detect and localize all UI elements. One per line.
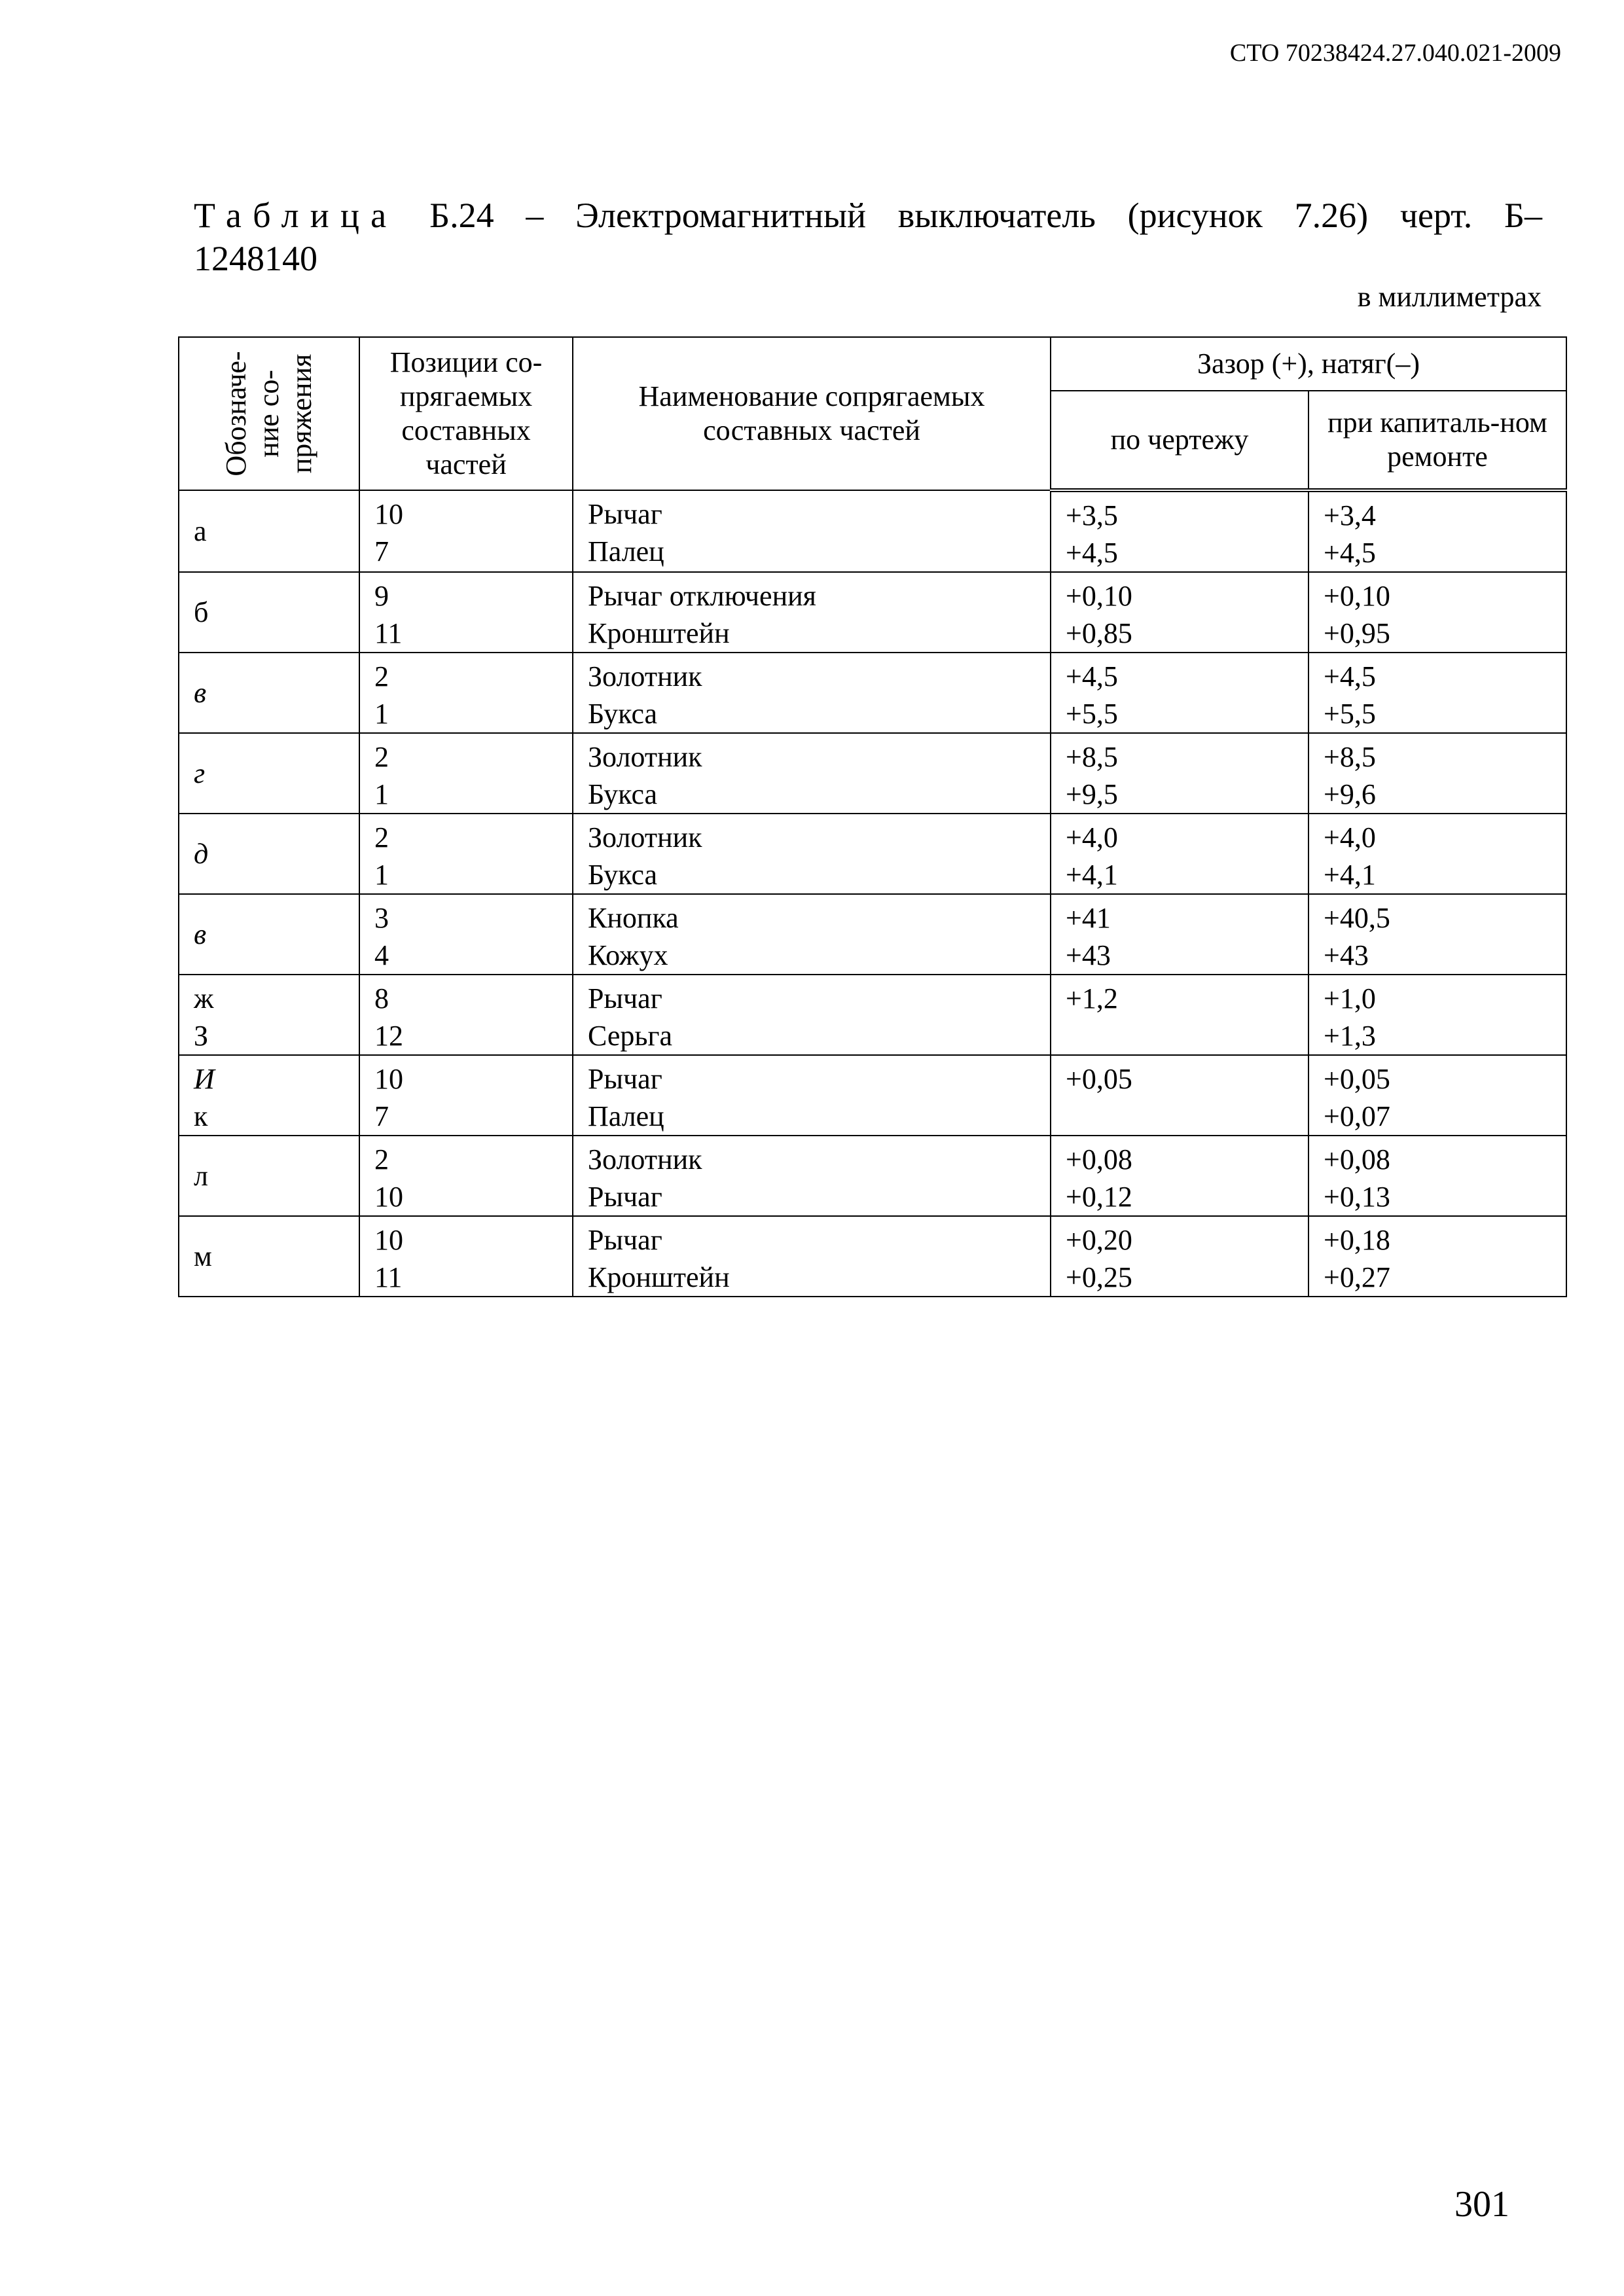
cell-name bbox=[573, 1055, 1051, 1136]
document-code: СТО 70238424.27.040.021-2009 bbox=[1229, 39, 1561, 67]
cell-position-line: 2 bbox=[374, 821, 389, 853]
header-code-line: Обозначе- bbox=[220, 351, 252, 476]
cell-code bbox=[179, 1055, 359, 1136]
cell-code: л bbox=[179, 1136, 359, 1216]
cell-name-line: Рычаг отключения bbox=[588, 580, 816, 612]
cell-at-overhaul-line: +5,5 bbox=[1324, 698, 1376, 730]
cell-at-overhaul-line: +40,5 bbox=[1324, 902, 1390, 934]
cell-name-line: Золотник bbox=[588, 660, 702, 692]
code-line: З bbox=[194, 1020, 209, 1052]
units-note: в миллиметрах bbox=[1357, 281, 1542, 313]
cell-by-drawing-line: +43 bbox=[1066, 939, 1111, 971]
cell-at-overhaul-line: +0,08 bbox=[1324, 1143, 1390, 1175]
cell-at-overhaul-line: +1,3 bbox=[1324, 1020, 1376, 1052]
cell-by-drawing bbox=[1051, 814, 1308, 894]
cell-position-line: 1 bbox=[374, 859, 389, 891]
cell-position-line: 2 bbox=[374, 1143, 389, 1175]
table-row bbox=[179, 1136, 1566, 1216]
cell-position bbox=[359, 1136, 573, 1216]
cell-name bbox=[573, 490, 1051, 572]
cell-name bbox=[573, 814, 1051, 894]
cell-at-overhaul-line: +0,27 bbox=[1324, 1261, 1390, 1293]
header-code bbox=[179, 337, 359, 490]
cell-code: в bbox=[179, 653, 359, 733]
header-positions: Позиции со-прягаемых составных частей bbox=[359, 337, 573, 490]
cell-by-drawing-line: +0,20 bbox=[1066, 1224, 1132, 1256]
cell-position-line: 1 bbox=[374, 778, 389, 810]
header-code-line: пряжения bbox=[285, 353, 317, 474]
cell-position-line: 10 bbox=[374, 1063, 403, 1095]
cell-position-line: 12 bbox=[374, 1020, 403, 1052]
caption-line-2: 1248140 bbox=[194, 239, 317, 278]
cell-by-drawing bbox=[1051, 653, 1308, 733]
header-code-rotated bbox=[220, 351, 318, 476]
cell-by-drawing bbox=[1051, 1216, 1308, 1297]
cell-name-line: Рычаг bbox=[588, 1224, 662, 1256]
cell-code bbox=[179, 975, 359, 1055]
table-caption bbox=[194, 194, 1542, 280]
cell-position bbox=[359, 733, 573, 814]
cell-position-line: 10 bbox=[374, 1181, 403, 1213]
cell-at-overhaul-line: +4,0 bbox=[1324, 821, 1376, 853]
cell-position bbox=[359, 1055, 573, 1136]
clearance-table bbox=[178, 336, 1567, 1297]
cell-at-overhaul bbox=[1308, 1136, 1566, 1216]
cell-at-overhaul-line: +4,5 bbox=[1324, 660, 1376, 692]
cell-by-drawing-line: +0,10 bbox=[1066, 580, 1132, 612]
cell-by-drawing-line: +4,5 bbox=[1066, 660, 1118, 692]
cell-code: в bbox=[179, 894, 359, 975]
table-row bbox=[179, 814, 1566, 894]
cell-by-drawing-line: +4,5 bbox=[1066, 537, 1118, 569]
cell-by-drawing-line: +0,12 bbox=[1066, 1181, 1132, 1213]
cell-position-line: 4 bbox=[374, 939, 389, 971]
cell-name-line: Серьга bbox=[588, 1020, 673, 1052]
code-line: И bbox=[194, 1063, 215, 1095]
cell-position-line: 7 bbox=[374, 1100, 389, 1132]
cell-name-line: Рычаг bbox=[588, 1181, 662, 1213]
cell-by-drawing bbox=[1051, 490, 1308, 572]
cell-by-drawing-line bbox=[1066, 1098, 1301, 1135]
cell-at-overhaul-line: +4,5 bbox=[1324, 537, 1376, 569]
cell-at-overhaul bbox=[1308, 572, 1566, 653]
cell-by-drawing-line: +3,5 bbox=[1066, 499, 1118, 531]
cell-at-overhaul-line: +0,10 bbox=[1324, 580, 1390, 612]
cell-at-overhaul-line: +8,5 bbox=[1324, 741, 1376, 773]
cell-position bbox=[359, 653, 573, 733]
cell-by-drawing bbox=[1051, 1055, 1308, 1136]
cell-name bbox=[573, 1136, 1051, 1216]
cell-name-line: Рычаг bbox=[588, 982, 662, 1014]
cell-at-overhaul bbox=[1308, 733, 1566, 814]
cell-position-line: 10 bbox=[374, 498, 403, 530]
cell-at-overhaul bbox=[1308, 814, 1566, 894]
table-row bbox=[179, 1216, 1566, 1297]
cell-by-drawing bbox=[1051, 894, 1308, 975]
table-row bbox=[179, 572, 1566, 653]
cell-position bbox=[359, 814, 573, 894]
cell-position-line: 2 bbox=[374, 741, 389, 773]
cell-at-overhaul-line: +3,4 bbox=[1324, 499, 1376, 531]
cell-at-overhaul-line: +43 bbox=[1324, 939, 1369, 971]
cell-name-line: Кронштейн bbox=[588, 1261, 730, 1293]
cell-name bbox=[573, 572, 1051, 653]
cell-name-line: Рычаг bbox=[588, 498, 662, 530]
cell-code: д bbox=[179, 814, 359, 894]
cell-by-drawing-line bbox=[1066, 1017, 1301, 1054]
cell-position-line: 2 bbox=[374, 660, 389, 692]
table-row bbox=[179, 653, 1566, 733]
cell-by-drawing-line: +4,0 bbox=[1066, 821, 1118, 853]
cell-at-overhaul bbox=[1308, 894, 1566, 975]
code-line: ж bbox=[194, 982, 214, 1014]
cell-at-overhaul bbox=[1308, 490, 1566, 572]
cell-code: а bbox=[179, 490, 359, 572]
cell-by-drawing-line: +9,5 bbox=[1066, 778, 1118, 810]
cell-position-line: 1 bbox=[374, 698, 389, 730]
cell-name-line: Рычаг bbox=[588, 1063, 662, 1095]
cell-name bbox=[573, 733, 1051, 814]
cell-by-drawing-line: +5,5 bbox=[1066, 698, 1118, 730]
cell-position bbox=[359, 572, 573, 653]
cell-name-line: Кронштейн bbox=[588, 617, 730, 649]
cell-by-drawing-line: +0,85 bbox=[1066, 617, 1132, 649]
table-row bbox=[179, 490, 1566, 572]
cell-at-overhaul bbox=[1308, 1055, 1566, 1136]
table-row bbox=[179, 733, 1566, 814]
cell-name-line: Букса bbox=[588, 859, 658, 891]
cell-name-line: Золотник bbox=[588, 1143, 702, 1175]
page-number: 301 bbox=[1454, 2184, 1509, 2225]
caption-text: Б.24 – Электромагнитный выключатель (рисунок 7.26) черт. Б– bbox=[429, 196, 1542, 235]
header-by-drawing: по чертежу bbox=[1051, 391, 1308, 491]
cell-name-line: Золотник bbox=[588, 741, 702, 773]
table-row bbox=[179, 894, 1566, 975]
cell-position bbox=[359, 975, 573, 1055]
header-at-overhaul: при капиталь-ном ремонте bbox=[1308, 391, 1566, 491]
cell-position bbox=[359, 894, 573, 975]
cell-position-line: 7 bbox=[374, 535, 389, 567]
cell-position-line: 9 bbox=[374, 580, 389, 612]
cell-position-line: 11 bbox=[374, 617, 403, 649]
cell-by-drawing-line: +1,2 bbox=[1066, 982, 1118, 1014]
cell-name-line: Палец bbox=[588, 1100, 664, 1132]
cell-position-line: 10 bbox=[374, 1224, 403, 1256]
cell-name-line: Кнопка bbox=[588, 902, 679, 934]
header-code-line: ние со- bbox=[253, 370, 285, 457]
cell-by-drawing bbox=[1051, 1136, 1308, 1216]
cell-name-line: Палец bbox=[588, 535, 664, 567]
cell-at-overhaul bbox=[1308, 653, 1566, 733]
caption-line-1 bbox=[194, 194, 1542, 237]
cell-by-drawing-line: +4,1 bbox=[1066, 859, 1118, 891]
header-gap-group: Зазор (+), натяг(–) bbox=[1051, 337, 1566, 391]
cell-name bbox=[573, 1216, 1051, 1297]
table-row bbox=[179, 975, 1566, 1055]
cell-at-overhaul-line: +4,1 bbox=[1324, 859, 1376, 891]
cell-position bbox=[359, 490, 573, 572]
cell-by-drawing-line: +41 bbox=[1066, 902, 1111, 934]
cell-at-overhaul-line: +0,07 bbox=[1324, 1100, 1390, 1132]
cell-at-overhaul-line: +0,18 bbox=[1324, 1224, 1390, 1256]
cell-at-overhaul-line: +0,13 bbox=[1324, 1181, 1390, 1213]
cell-name-line: Букса bbox=[588, 698, 658, 730]
cell-at-overhaul-line: +1,0 bbox=[1324, 982, 1376, 1014]
cell-name bbox=[573, 653, 1051, 733]
cell-position bbox=[359, 1216, 573, 1297]
header-names: Наименование сопрягаемых составных частей bbox=[573, 337, 1051, 490]
cell-by-drawing-line: +8,5 bbox=[1066, 741, 1118, 773]
cell-code: г bbox=[179, 733, 359, 814]
cell-name bbox=[573, 894, 1051, 975]
cell-position-line: 11 bbox=[374, 1261, 403, 1293]
cell-at-overhaul bbox=[1308, 1216, 1566, 1297]
cell-name bbox=[573, 975, 1051, 1055]
cell-at-overhaul-line: +9,6 bbox=[1324, 778, 1376, 810]
table-body bbox=[179, 490, 1566, 1297]
cell-at-overhaul-line: +0,95 bbox=[1324, 617, 1390, 649]
cell-by-drawing bbox=[1051, 975, 1308, 1055]
table-row bbox=[179, 1055, 1566, 1136]
cell-code: б bbox=[179, 572, 359, 653]
cell-by-drawing-line: +0,08 bbox=[1066, 1143, 1132, 1175]
cell-at-overhaul-line: +0,05 bbox=[1324, 1063, 1390, 1095]
cell-name-line: Золотник bbox=[588, 821, 702, 853]
cell-position-line: 8 bbox=[374, 982, 389, 1014]
cell-by-drawing bbox=[1051, 572, 1308, 653]
cell-by-drawing-line: +0,05 bbox=[1066, 1063, 1132, 1095]
cell-at-overhaul bbox=[1308, 975, 1566, 1055]
cell-position-line: 3 bbox=[374, 902, 389, 934]
cell-by-drawing-line: +0,25 bbox=[1066, 1261, 1132, 1293]
code-line: к bbox=[194, 1100, 208, 1132]
cell-by-drawing bbox=[1051, 733, 1308, 814]
cell-code: м bbox=[179, 1216, 359, 1297]
cell-name-line: Букса bbox=[588, 778, 658, 810]
caption-label: Таблица bbox=[194, 196, 398, 235]
cell-name-line: Кожух bbox=[588, 939, 668, 971]
